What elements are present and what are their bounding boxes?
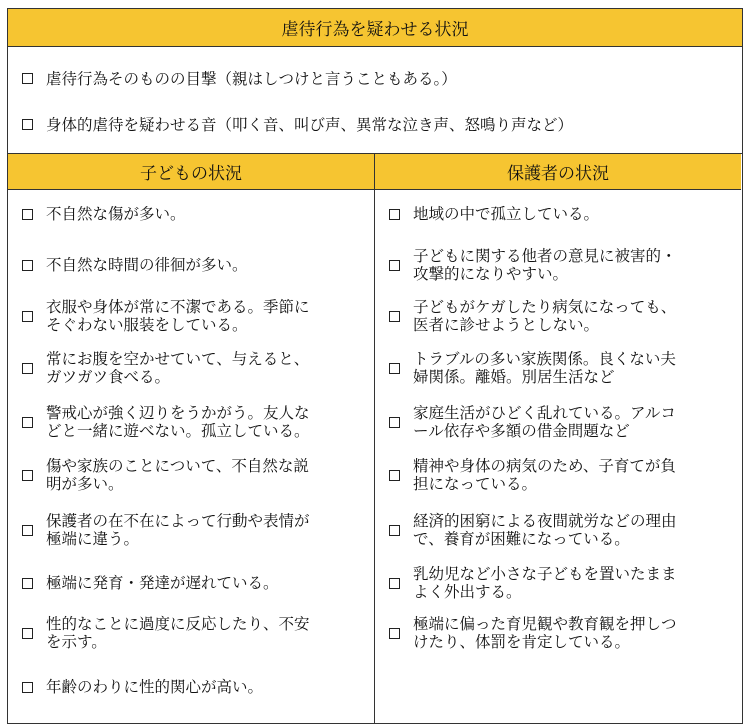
checkbox[interactable] — [22, 73, 33, 84]
checklist-item — [22, 512, 368, 548]
abuse-checklist-table — [7, 8, 743, 724]
item-text: 子どもに関する他者の意見に被害的・ 攻撃的になりやすい。 — [413, 247, 677, 283]
checkbox[interactable] — [389, 628, 400, 639]
table-title — [8, 9, 742, 47]
item-text: 子どもがケガしたり病気になっても、 医者に診せようとしない。 — [413, 298, 677, 334]
checkbox[interactable] — [22, 260, 33, 271]
item-text: 極端に発育・発達が遅れている。 — [46, 574, 279, 592]
checklist-item — [22, 678, 368, 696]
checkbox[interactable] — [389, 525, 400, 536]
item-text: 性的なことに過度に反応したり、不安 を示す。 — [46, 615, 310, 651]
item-text: 傷や家族のことについて、不自然な説 明が多い。 — [46, 457, 309, 493]
checklist-item — [389, 205, 735, 223]
checklist-item — [389, 404, 735, 440]
checklist-item — [389, 247, 735, 283]
checkbox[interactable] — [389, 417, 400, 428]
checkbox[interactable] — [22, 470, 33, 481]
checkbox[interactable] — [22, 417, 33, 428]
checklist-item — [389, 512, 735, 548]
checklist-item — [389, 615, 735, 651]
item-text: トラブルの多い家族関係。良くない夫 婦関係。離婚。別居生活など — [413, 350, 676, 386]
item-text: 家庭生活がひどく乱れている。アルコ ール依存や多額の借金問題など — [413, 404, 676, 440]
top-section — [8, 47, 742, 154]
checkbox[interactable] — [389, 363, 400, 374]
checklist-item — [22, 256, 368, 274]
item-text: 身体的虐待を疑わせる音（叩く音、叫び声、異常な泣き声、怒鳴り声など） — [46, 116, 574, 134]
item-text: 地域の中で孤立している。 — [413, 205, 600, 223]
checkbox[interactable] — [22, 363, 33, 374]
table-title-text: 虐待行為を疑わせる状況 — [281, 20, 469, 40]
checkbox[interactable] — [389, 260, 400, 271]
checkbox[interactable] — [389, 470, 400, 481]
item-text: 常にお腹を空かせていて、与えると、 ガツガツ食べる。 — [46, 350, 310, 386]
checkbox[interactable] — [389, 578, 400, 589]
checklist-item — [389, 350, 735, 386]
item-text: 経済的困窮による夜間就労などの理由 で、養育が困難になっている。 — [413, 512, 677, 548]
checklist-item — [389, 565, 735, 601]
guardian-status-header — [375, 154, 741, 190]
item-text: 警戒心が強く辺りをうかがう。友人な どと一緒に遊べない。孤立している。 — [46, 404, 310, 440]
item-text: 精神や身体の病気のため、子育てが負 担になっている。 — [413, 457, 676, 493]
top-checklist-item — [22, 67, 457, 89]
item-text: 極端に偏った育児観や教育観を押しつ けたり、体罰を肯定している。 — [413, 615, 677, 651]
checklist-item — [389, 457, 735, 493]
checklist-item — [22, 615, 368, 651]
checkbox[interactable] — [22, 682, 33, 693]
item-text: 不自然な傷が多い。 — [46, 205, 186, 223]
top-checklist-item — [22, 113, 573, 135]
column-header-text: 保護者の状況 — [507, 164, 609, 184]
checklist-item — [22, 350, 368, 386]
checkbox[interactable] — [22, 578, 33, 589]
item-text: 年齢のわりに性的関心が高い。 — [46, 678, 264, 696]
checkbox[interactable] — [389, 311, 400, 322]
checklist-item — [22, 457, 368, 493]
child-status-column — [8, 154, 375, 724]
two-column-section — [8, 154, 742, 724]
checklist-item — [22, 298, 368, 334]
checkbox[interactable] — [389, 209, 400, 220]
guardian-status-column — [375, 154, 741, 724]
checkbox[interactable] — [22, 525, 33, 536]
item-text: 不自然な時間の徘徊が多い。 — [46, 256, 248, 274]
checklist-item — [22, 205, 368, 223]
item-text: 保護者の在不在によって行動や表情が 極端に違う。 — [46, 512, 310, 548]
checkbox[interactable] — [22, 628, 33, 639]
item-text: 虐待行為そのものの目撃（親はしつけと言うこともある。） — [46, 70, 457, 88]
item-text: 乳幼児など小さな子どもを置いたまま よく外出する。 — [413, 565, 677, 601]
column-header-text: 子どもの状況 — [140, 164, 242, 184]
child-status-header — [8, 154, 374, 190]
checklist-item — [22, 404, 368, 440]
checklist-item — [22, 574, 368, 592]
checkbox[interactable] — [22, 119, 33, 130]
checkbox[interactable] — [22, 209, 33, 220]
checkbox[interactable] — [22, 311, 33, 322]
item-text: 衣服や身体が常に不潔である。季節に そぐわない服装をしている。 — [46, 298, 310, 334]
checklist-item — [389, 298, 735, 334]
